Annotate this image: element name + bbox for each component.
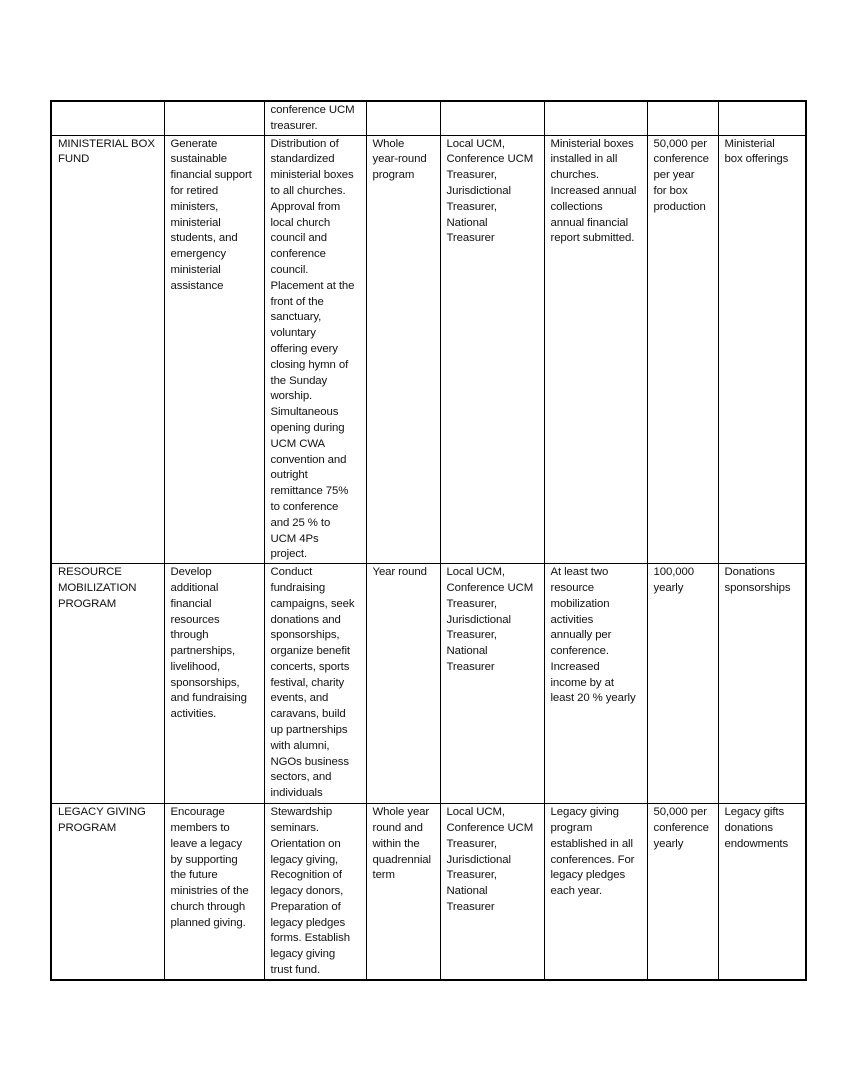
activities-cell: Conduct fundraising campaigns, seek donations and sponsorships, organize benefit concerts, sports festival, charity events, and caravans, build up partnerships with alumni, NGOs business sectors, and individuals	[264, 564, 366, 804]
target-cell: 50,000 per conference per year for box production	[647, 135, 718, 564]
activities-cell: Stewardship seminars. Orientation on legacy giving, Recognition of legacy donors, Preparation of legacy pledges forms. Establish legacy giving trust fund.	[264, 804, 366, 981]
time-frame-cell	[366, 101, 440, 135]
indicators-cell: Legacy giving program established in all conferences. For legacy pledges each year.	[544, 804, 647, 981]
indicators-cell: At least two resource mobilization activities annually per conference. Increased income by at least 20 % yearly	[544, 564, 647, 804]
program-table	[50, 100, 807, 981]
program-name-cell	[51, 101, 164, 135]
objective-cell: Encourage members to leave a legacy by supporting the future ministries of the church through planned giving.	[164, 804, 264, 981]
program-name-cell: MINISTERIAL BOX FUND	[51, 135, 164, 564]
source-cell	[718, 101, 806, 135]
target-cell: 100,000 yearly	[647, 564, 718, 804]
program-name-cell: RESOURCE MOBILIZATION PROGRAM	[51, 564, 164, 804]
table-row	[51, 564, 806, 804]
time-frame-cell: Whole year round and within the quadrennial term	[366, 804, 440, 981]
activities-cell: Distribution of standardized ministerial boxes to all churches. Approval from local church council and conference council. Placement at the front of the sanctuary, voluntary offering every closing hymn of the Sunday worship. Simultaneous opening during UCM CWA convention and outright remittance 75% to conference and 25 % to UCM 4Ps project.	[264, 135, 366, 564]
source-cell: Donations sponsorships	[718, 564, 806, 804]
responsible-cell: Local UCM, Conference UCM Treasurer, Jurisdictional Treasurer, National Treasurer	[440, 804, 544, 981]
target-cell	[647, 101, 718, 135]
source-cell: Legacy gifts donations endowments	[718, 804, 806, 981]
indicators-cell	[544, 101, 647, 135]
activities-cell: conference UCM treasurer.	[264, 101, 366, 135]
objective-cell: Develop additional financial resources through partnerships, livelihood, sponsorships, and fundraising activities.	[164, 564, 264, 804]
indicators-cell: Ministerial boxes installed in all churches. Increased annual collections annual financial report submitted.	[544, 135, 647, 564]
time-frame-cell: Year round	[366, 564, 440, 804]
responsible-cell	[440, 101, 544, 135]
time-frame-cell: Whole year-round program	[366, 135, 440, 564]
objective-cell	[164, 101, 264, 135]
program-name-cell: LEGACY GIVING PROGRAM	[51, 804, 164, 981]
table-row	[51, 135, 806, 564]
source-cell: Ministerial box offerings	[718, 135, 806, 564]
objective-cell: Generate sustainable financial support for retired ministers, ministerial students, and emergency ministerial assistance	[164, 135, 264, 564]
responsible-cell: Local UCM, Conference UCM Treasurer, Jurisdictional Treasurer, National Treasurer	[440, 564, 544, 804]
table-row	[51, 101, 806, 135]
table-row	[51, 804, 806, 981]
target-cell: 50,000 per conference yearly	[647, 804, 718, 981]
responsible-cell: Local UCM, Conference UCM Treasurer, Jurisdictional Treasurer, National Treasurer	[440, 135, 544, 564]
